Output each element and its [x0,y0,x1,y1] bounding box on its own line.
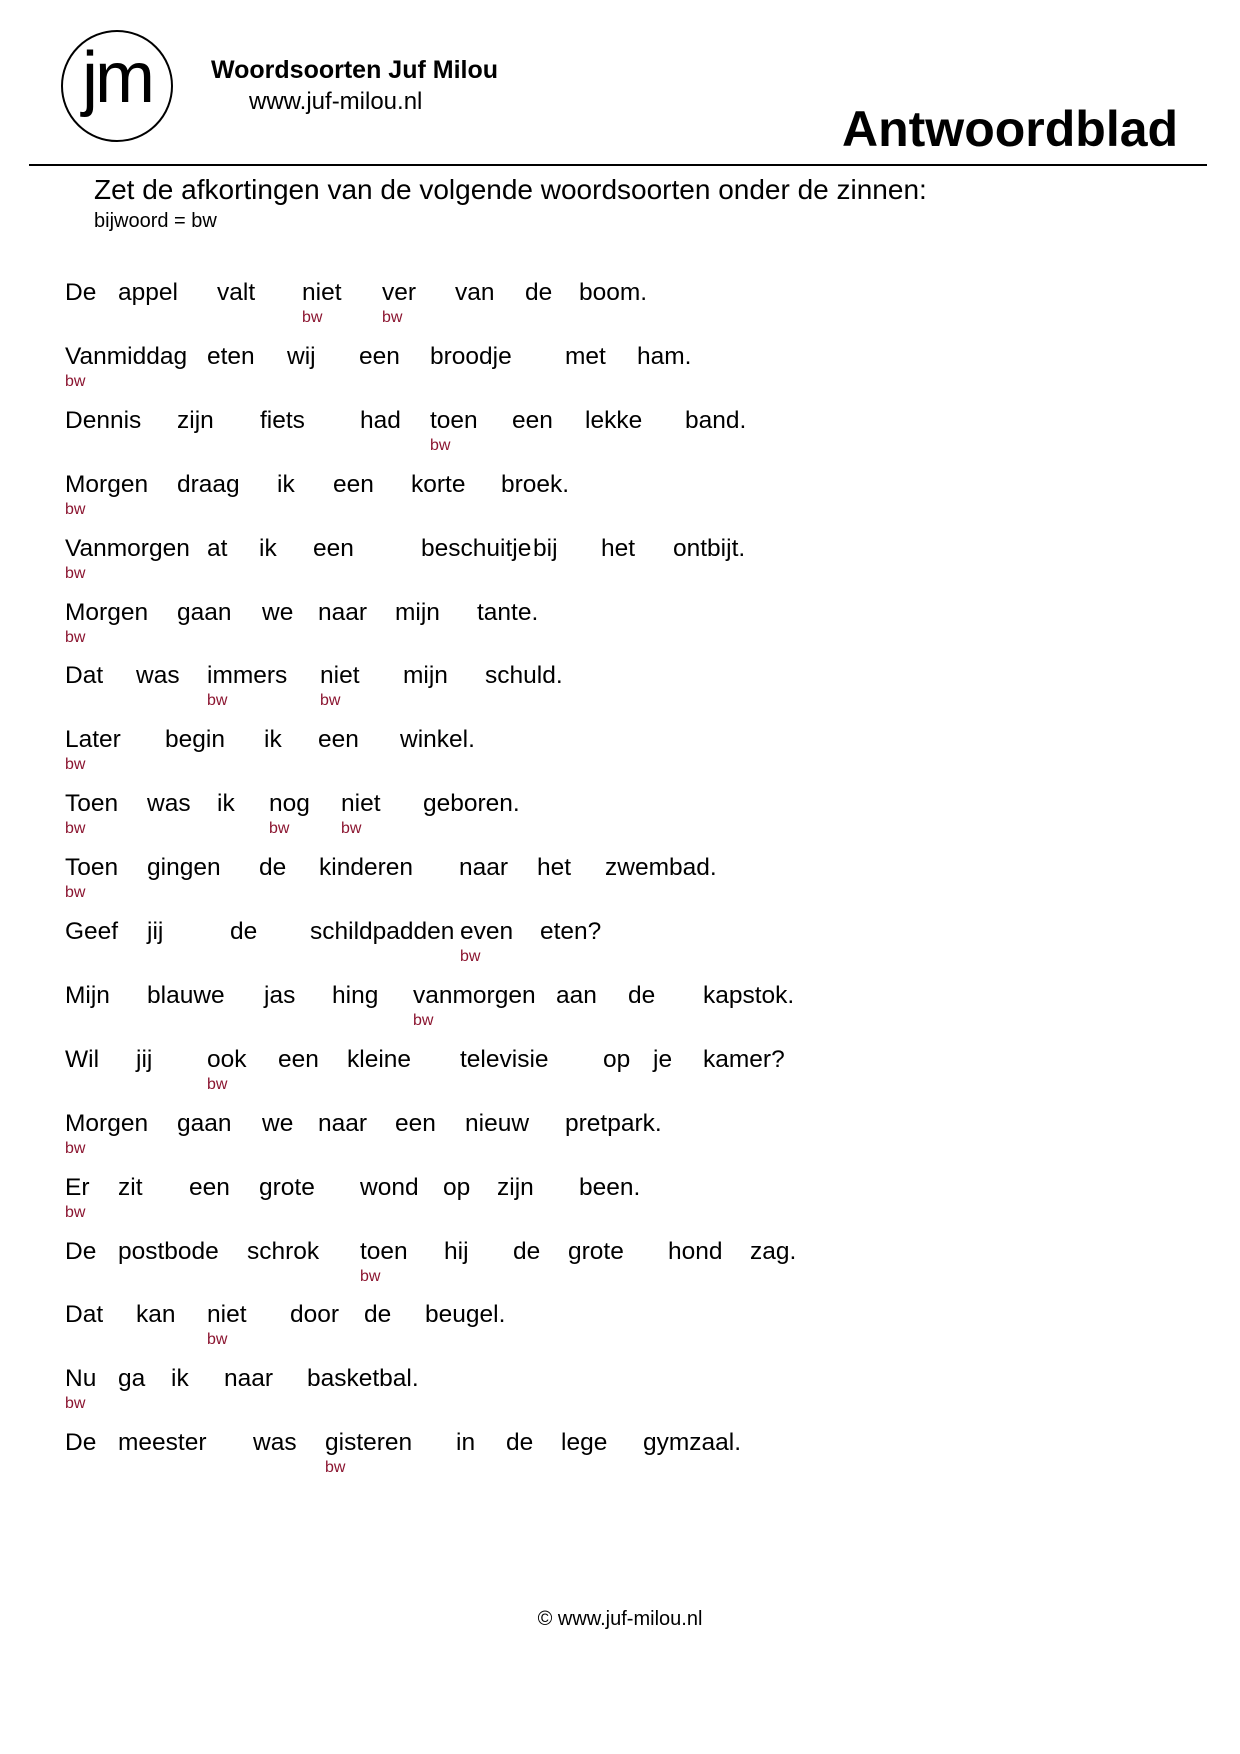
sentence-word: zwembad. [605,854,717,882]
sentence-word: kan [136,1301,176,1329]
sentence-word: kinderen [319,854,413,882]
sentence-word: kapstok. [703,981,795,1009]
sentence-word: een [395,1109,436,1137]
sentence-word: Morgen [65,598,149,626]
sentence-word: niet [302,279,342,306]
sentence-word: zag. [750,1237,797,1265]
sentence-word: blauwe [147,981,225,1009]
sentence-word: het [601,534,636,562]
word-type-tag: bw [413,1011,434,1029]
sentence-word: niet [207,1301,247,1329]
sentence-word: naar [318,598,368,626]
sentence-word: een [278,1045,319,1073]
sentence-word: hond [668,1237,723,1265]
sentence-word: valt [217,279,256,306]
sentence-word: at [207,534,228,562]
sentence-word: tante. [477,598,539,626]
sentence-word: een [313,534,354,562]
sentence-word: Morgen [65,470,149,498]
sentence-word: op [443,1173,471,1201]
sentence-word: winkel. [400,726,475,754]
logo-text: jm [82,38,152,118]
sentence-word: Dat [65,662,104,690]
sentence-word: Toen [65,854,119,882]
sentence-word: grote [259,1173,315,1201]
sentence-word: ver [382,279,417,306]
sentence-word: de [259,854,287,882]
sentence-word: de [513,1237,541,1265]
sentence-word: Wil [65,1045,100,1073]
word-type-tag: bw [207,692,228,710]
word-type-tag: bw [207,1075,228,1093]
word-type-tag: bw [207,1331,228,1349]
sentence-word: geboren. [423,790,520,818]
sentence-word: was [147,790,191,818]
sentence-word: aan [556,981,597,1009]
sentence-word: de [230,918,258,945]
sentence-word: ik [259,534,277,562]
word-type-tag: bw [341,820,362,838]
sentence-word: zit [118,1173,143,1201]
sentence-word: ik [171,1365,189,1393]
sentence-word: naar [318,1109,368,1137]
sentence-word: vanmorgen [413,981,536,1009]
sentence-word: hij [444,1237,469,1265]
instruction-text: Zet de afkortingen van de volgende woordsoorten onder de zinnen: [94,174,927,205]
sentence-word: naar [459,854,509,882]
sentence-word: een [189,1173,230,1201]
sentence-word: schrok [247,1237,320,1265]
sentence-word: nog [269,790,310,818]
sentence-word: grote [568,1237,624,1265]
sentence-word: lekke [585,406,643,434]
word-type-tag: bw [65,372,86,390]
sentence-word: hing [332,981,379,1009]
sentence-word: De [65,1429,97,1457]
sentence-word: korte [411,470,466,498]
sentence-word: boom. [579,279,648,306]
sentence-word: zijn [497,1173,534,1201]
sentence-word: Toen [65,790,119,818]
word-type-tag: bw [65,1203,86,1221]
word-type-tag: bw [65,564,86,582]
sentence-word: een [333,470,374,498]
sentence-word: begin [165,726,225,754]
word-type-tag: bw [325,1459,346,1477]
sentence-word: niet [320,662,360,690]
word-type-tag: bw [65,628,86,646]
sentence-word: we [262,598,294,626]
sentence-word: zijn [177,406,214,434]
sentence-word: met [565,342,606,370]
legend-text: bijwoord = bw [94,210,217,232]
sentence-word: beschuitje [421,534,532,562]
sentence-word: postbode [118,1237,219,1265]
sentence-word: gaan [177,598,232,626]
sentence-word: jas [264,981,296,1009]
sentence-word: op [603,1045,631,1073]
sentence-word: ga [118,1365,146,1393]
word-type-tag: bw [65,1139,86,1157]
sentence-word: pretpark. [565,1109,662,1137]
sentence-word: Later [65,726,121,754]
sentence-word: de [628,981,656,1009]
word-type-tag: bw [382,309,403,326]
sentence-word: broodje [430,342,512,370]
sentence-word: jij [147,918,164,945]
sentence-word: was [136,662,180,690]
word-type-tag: bw [320,692,341,710]
sentence-word: been. [579,1173,641,1201]
sentence-word: Dat [65,1301,104,1329]
word-type-tag: bw [302,309,323,326]
sentence-word: Geef [65,918,119,945]
sentence-word: toen [360,1237,408,1265]
website-link[interactable]: www.juf-milou.nl [249,88,423,115]
sentence-word: van [455,279,495,306]
sentence-word: appel [118,279,178,306]
sentence-word: nieuw [465,1109,530,1137]
sentence-word: draag [177,470,240,498]
sentence-word: niet [341,790,381,818]
sentence-word: ik [277,470,295,498]
sentence-word: Vanmorgen [65,534,190,562]
footer-copyright: © www.juf-milou.nl [537,1608,703,1630]
sentence-word: bij [533,534,558,562]
sentence-word: kamer? [703,1045,785,1073]
sentence-word: schildpadden [310,918,455,945]
sentence-word: Morgen [65,1109,149,1137]
sentence-word: schuld. [485,662,563,690]
sentence-word: ham. [637,342,692,370]
word-type-tag: bw [65,756,86,774]
sentence-word: ook [207,1045,247,1073]
sentence-word: basketbal. [307,1365,419,1393]
sentence-word: fiets [260,406,305,434]
sentence-word: Mijn [65,981,110,1009]
sentence-word: mijn [403,662,448,690]
sentence-word: meester [118,1429,207,1457]
word-type-tag: bw [430,436,451,454]
sentence-word: de [525,279,553,306]
sentence-word: band. [685,406,747,434]
sentence-word: beugel. [425,1301,506,1329]
sentence-word: Dennis [65,406,142,434]
sentence-word: was [253,1429,297,1457]
sentence-word: eten? [540,918,602,945]
sentence-word: wij [287,342,316,370]
sentence-word: de [364,1301,392,1329]
sentence-word: lege [561,1429,608,1457]
sentence-word: de [506,1429,534,1457]
sentence-word: broek. [501,470,570,498]
sentence-word: toen [430,406,478,434]
sentence-word: televisie [460,1045,549,1073]
sentence-word: ik [217,790,235,818]
word-type-tag: bw [360,1267,381,1285]
sentence-word: gymzaal. [643,1429,742,1457]
sentence-word: even [460,918,514,945]
sentence-word: ik [264,726,282,754]
sentence-word: naar [224,1365,274,1393]
sentence-word: De [65,279,97,306]
word-type-tag: bw [460,948,481,965]
sentence-word: in [456,1429,476,1457]
sentence-word: een [318,726,359,754]
sentence-word: kleine [347,1045,412,1073]
brand-title: Woordsoorten Juf Milou [211,56,499,84]
word-type-tag: bw [65,1395,86,1413]
sentence-word: een [512,406,553,434]
header-divider [29,164,1207,166]
sentence-word: door [290,1301,340,1329]
sentence-word: eten [207,342,255,370]
sentence-word: jij [136,1045,153,1073]
sentence-word: immers [207,662,288,690]
word-type-tag: bw [269,820,290,838]
sentence-word: had [360,406,401,434]
sentence-word: Nu [65,1365,97,1393]
word-type-tag: bw [65,820,86,838]
word-type-tag: bw [65,884,86,902]
word-type-tag: bw [65,500,86,518]
sentence-word: Er [65,1173,90,1201]
sentence-word: een [359,342,400,370]
logo [61,30,173,142]
sentence-word: we [262,1109,294,1137]
sentence-word: wond [360,1173,419,1201]
sentence-word: gaan [177,1109,232,1137]
sentence-word: De [65,1237,97,1265]
sentence-word: Vanmiddag [65,342,188,370]
sentence-word: gingen [147,854,221,882]
sentence-word: je [653,1045,673,1073]
sentence-word: gisteren [325,1429,413,1457]
sentence-word: het [537,854,572,882]
page-title: Antwoordblad [842,101,1179,157]
sentence-word: ontbijt. [673,534,746,562]
sentence-word: mijn [395,598,440,626]
